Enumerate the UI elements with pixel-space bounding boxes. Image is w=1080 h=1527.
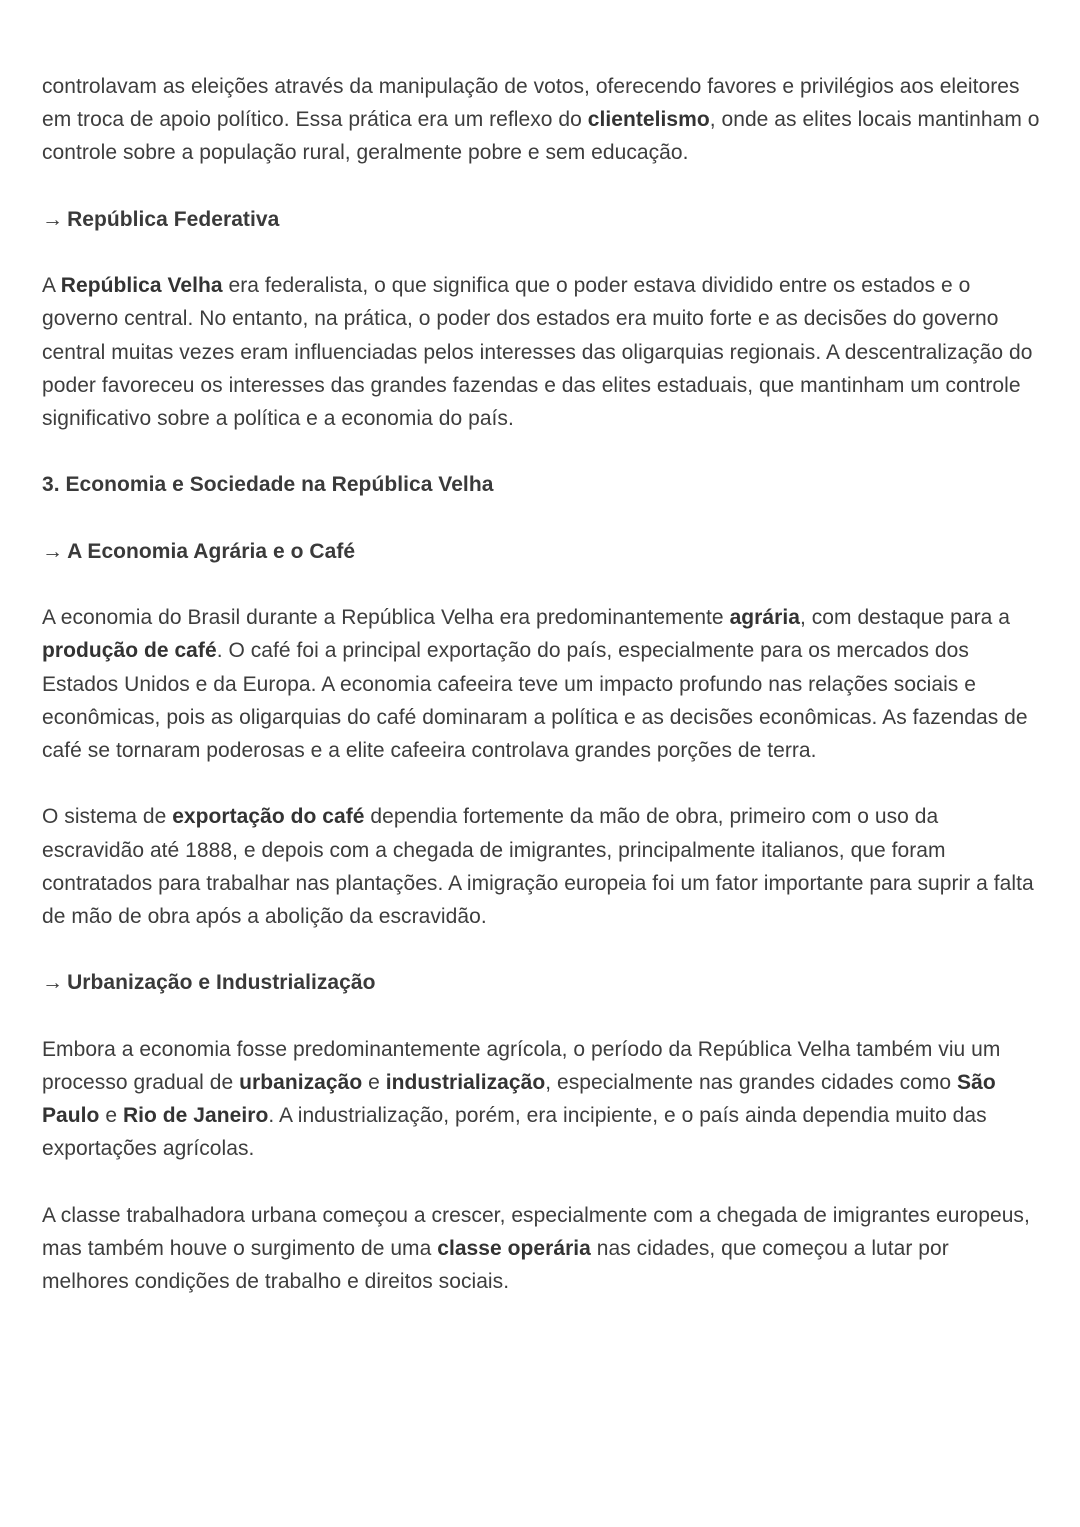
paragraph-classe-operaria	[42, 1199, 1040, 1299]
text-segment: Embora a economia fosse predominantemente agrícola, o período da República Velha também viu um processo gradual de	[42, 1037, 1001, 1094]
paragraph-economia-cafe	[42, 601, 1040, 767]
bold-term: urbanização	[239, 1070, 363, 1094]
arrow-right-icon: →	[42, 539, 64, 563]
text-segment: O sistema de	[42, 805, 173, 829]
subheading-urbanizacao	[42, 966, 1040, 999]
section-heading-economia-sociedade	[42, 468, 1040, 501]
arrow-right-icon: →	[42, 971, 64, 995]
bold-term: produção de café	[42, 639, 217, 663]
text-segment: , com destaque para a	[799, 606, 1010, 630]
subheading-republica-federativa	[42, 203, 1040, 236]
bold-term: exportação do café	[172, 805, 365, 829]
arrow-right-icon: →	[42, 207, 64, 231]
paragraph-clientelismo	[42, 70, 1040, 170]
text-segment: A classe trabalhadora urbana começou a crescer, especialmente com a chegada de imigrantes europeus, mas também houve o surgimento de uma	[42, 1203, 1030, 1260]
text-segment: era federalista, o que significa que o poder estava dividido entre os estados e o governo central. No entanto, na prática, o poder dos estados era muito forte e as decisões do governo central muitas vezes eram influenciadas pelos interesses das oligarquias regionais. A descentralização do poder favoreceu os interesses das grandes fazendas e das elites estaduais, que mantinham um controle significativo sobre a política e a economia do país.	[42, 274, 1033, 430]
text-segment: A economia do Brasil durante a República Velha era predominantemente	[42, 606, 730, 630]
text-segment: , onde as elites locais mantinham o controle sobre a população rural, geralmente pobre e sem educação.	[42, 108, 1040, 165]
text-segment: nas cidades, que começou a lutar por melhores condições de trabalho e direitos sociais.	[42, 1236, 949, 1294]
text-segment: . A industrialização, porém, era incipiente, e o país ainda dependia muito das exportações agrícolas.	[42, 1104, 987, 1161]
paragraph-federalismo	[42, 269, 1040, 435]
subheading-text: República Federativa	[67, 207, 280, 231]
bold-term: Rio de Janeiro	[122, 1104, 269, 1128]
text-segment: , especialmente nas grandes cidades como	[545, 1070, 958, 1094]
text-segment: A	[42, 274, 61, 298]
text-segment: e	[362, 1070, 386, 1094]
paragraph-industrializacao	[42, 1033, 1040, 1166]
bold-term: República Velha	[60, 274, 223, 298]
subheading-text: A Economia Agrária e o Café	[67, 539, 356, 563]
paragraph-exportacao-cafe	[42, 800, 1040, 933]
heading-text: 3. Economia e Sociedade na República Velha	[42, 473, 494, 497]
bold-term: clientelismo	[587, 108, 710, 132]
text-segment: controlavam as eleições através da manipulação de votos, oferecendo favores e privilégios aos eleitores em troca de apoio político. Essa prática era um reflexo do	[42, 75, 1020, 132]
subheading-economia-agraria	[42, 535, 1040, 568]
text-segment: e	[99, 1104, 123, 1128]
bold-term: São Paulo	[42, 1070, 996, 1128]
text-segment: . O café foi a principal exportação do país, especialmente para os mercados dos Estados Unidos e da Europa. A economia cafeeira teve um impacto profundo nas relações sociais e econômicas, pois as oligarquias do café dominaram a política e as decisões econômicas. As fazendas de café se tornaram poderosas e a elite cafeeira controlava grandes porções de terra.	[42, 639, 1028, 762]
bold-term: agrária	[729, 606, 800, 630]
subheading-text: Urbanização e Industrialização	[67, 971, 376, 995]
bold-term: classe operária	[437, 1236, 591, 1260]
text-segment: dependia fortemente da mão de obra, primeiro com o uso da escravidão até 1888, e depois com a chegada de imigrantes, principalmente italianos, que foram contratados para trabalhar nas plantações. A imigração europeia foi um fator importante para suprir a falta de mão de obra após a abolição da escravidão.	[42, 805, 1034, 928]
bold-term: industrialização	[385, 1070, 546, 1094]
